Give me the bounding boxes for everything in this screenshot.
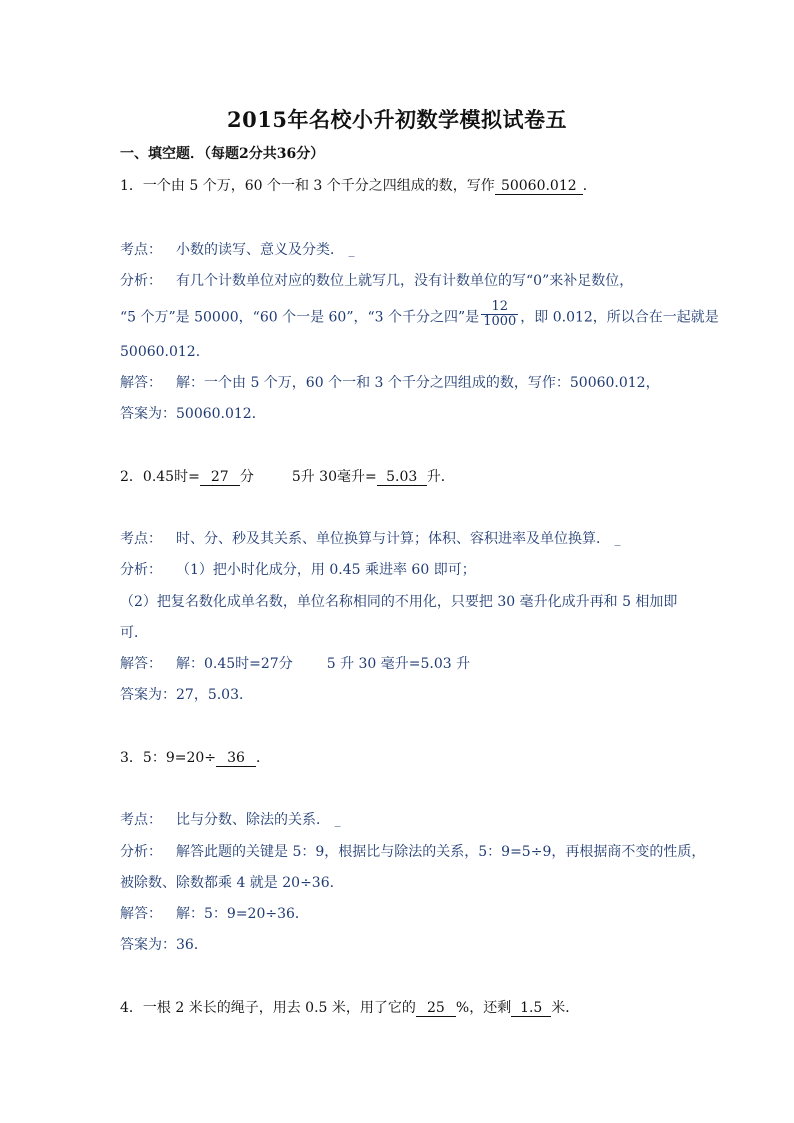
marker: _: [348, 243, 355, 257]
q3-fenxi-1: [120, 842, 705, 862]
question-3-text-b: ．: [256, 750, 270, 766]
question-2-answer-2: 5.03: [377, 469, 427, 486]
fraction-numerator: 12: [481, 300, 518, 315]
q1-jieda: [120, 373, 660, 393]
q1-fenxi-text-1: 有几个计数单位对应的数位上就写几，没有计数单位的写“0”来补足数位，: [176, 273, 634, 289]
q2-fenxi-3: 可．: [120, 625, 148, 641]
q2-jieda: [120, 654, 470, 674]
kaodian-label: 考点：: [120, 812, 162, 828]
q2-fenxi-1: [120, 560, 476, 580]
question-3-text-a: 3．5：9=20÷: [120, 750, 216, 766]
fenxi-label: 分析：: [120, 562, 162, 578]
q2-jieda-text-a: 解：0.45时=27分: [176, 656, 293, 672]
q1-fenxi-1: [120, 271, 633, 291]
fraction: [481, 300, 518, 329]
section-heading: 一、填空题．（每题2分共36分）: [120, 146, 325, 162]
q2-jieda-text-b: 5 升 30 毫升=5.03 升: [326, 656, 471, 672]
question-4-text-b: %，还剩: [455, 1000, 512, 1016]
q1-fenxi-3: 50060.012．: [120, 344, 210, 360]
q2-daan: 答案为：27，5.03．: [120, 687, 253, 703]
question-2-text-c: 5升 30毫升=: [291, 469, 377, 485]
q1-fenxi-text-2a: “5 个万”是 50000，“60 个一是 60”，“3 个千分之四”是: [120, 309, 480, 326]
fenxi-label: 分析：: [120, 273, 162, 289]
q1-fenxi-text-2b: ，即 0.012，所以合在一起就是: [520, 309, 719, 326]
marker: _: [334, 813, 341, 827]
question-2-text-a: 2．0.45时=: [120, 469, 200, 485]
jieda-label: 解答：: [120, 906, 162, 922]
kaodian-label: 考点：: [120, 242, 162, 258]
q3-jieda: [120, 904, 309, 924]
question-2-answer-1: 27: [200, 469, 240, 486]
question-4-text-c: 米．: [551, 1000, 580, 1016]
q1-kaodian-text: 小数的读写、意义及分类．: [176, 242, 344, 258]
question-1-text: 1．一个由 5 个万，60 个一和 3 个千分之四组成的数，写作: [120, 178, 495, 194]
question-4-answer-1: 25: [416, 1000, 456, 1017]
q1-fenxi-2: [120, 299, 719, 332]
q2-kaodian: [120, 529, 620, 549]
jieda-label: 解答：: [120, 375, 162, 391]
question-4-stem: [120, 998, 579, 1018]
q3-fenxi-2: 被除数、除数都乘 4 就是 20÷36．: [120, 875, 344, 891]
question-2-text-b: 分: [239, 469, 254, 485]
q1-kaodian: [120, 240, 354, 260]
fraction-denominator: 1000: [483, 314, 517, 329]
question-4-answer-2: 1.5: [511, 1000, 551, 1017]
jieda-label: 解答：: [120, 656, 162, 672]
q1-daan: 答案为：50060.012．: [120, 406, 266, 422]
kaodian-label: 考点：: [120, 531, 162, 547]
marker: _: [614, 532, 621, 546]
question-2-stem: [120, 467, 455, 487]
question-2-text-d: 升．: [426, 469, 455, 485]
question-4-text-a: 4．一根 2 米长的绳子，用去 0.5 米，用了它的: [120, 1000, 416, 1016]
q2-fenxi-text-1: （1）把小时化成分，用 0.45 乘进率 60 即可；: [176, 562, 476, 578]
q1-jieda-text: 解：一个由 5 个万，60 个一和 3 个千分之四组成的数，写作：50060.012，: [176, 375, 660, 391]
page-title: 2015年名校小升初数学模拟试卷五: [227, 107, 567, 132]
q3-daan: 答案为：36．: [120, 937, 208, 953]
q3-fenxi-text-1: 解答此题的关键是 5：9，根据比与除法的关系，5：9=5÷9，再根据商不变的性质，: [176, 844, 706, 860]
question-3-stem: [120, 748, 270, 768]
question-1-answer: 50060.012: [495, 178, 583, 195]
question-1-stem: [120, 176, 597, 196]
question-3-answer: 36: [216, 750, 256, 767]
q2-fenxi-2: （2）把复名数化成单名数，单位名称相同的不用化，只要把 30 毫升化成升再和 5 相加即: [120, 594, 678, 610]
q2-kaodian-text: 时、分、秒及其关系、单位换算与计算；体积、容积进率及单位换算．: [176, 531, 610, 547]
q3-kaodian: [120, 810, 340, 830]
question-1-end: ．: [582, 178, 597, 194]
fenxi-label: 分析：: [120, 844, 162, 860]
q3-jieda-text: 解：5：9=20÷36．: [176, 906, 309, 922]
q3-kaodian-text: 比与分数、除法的关系．: [176, 812, 330, 828]
